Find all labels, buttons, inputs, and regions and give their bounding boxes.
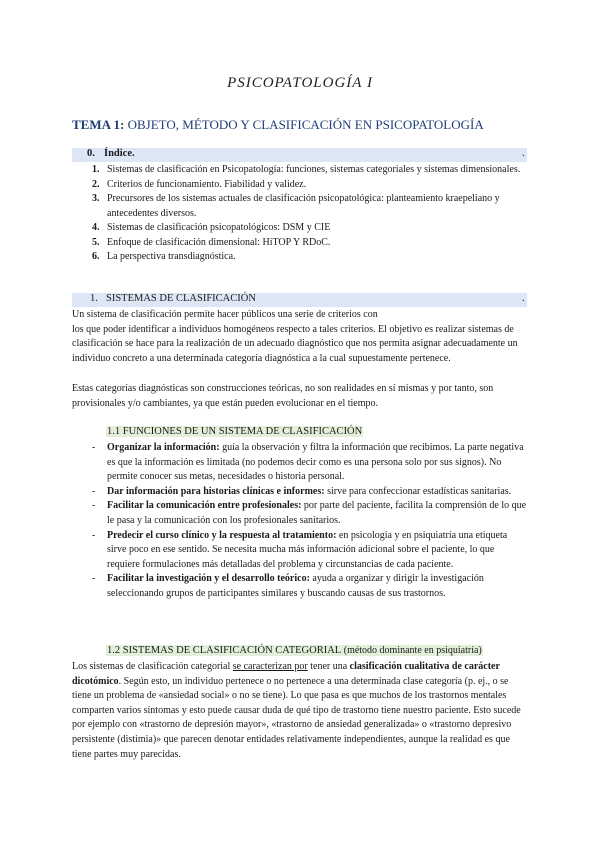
index-trailing-dot: . <box>522 148 525 159</box>
index-item-number: 2. <box>92 178 100 190</box>
section1-paragraph-2: Estas categorías diagnósticas son construcciones teóricas, no son realidades en sí mismas y por tanto, son provisionales y/o cambiantes, ya que están pueden evolucionar en el tiempo. <box>72 383 494 409</box>
list-item-text: guía la observación y filtra la información que recibimos. La parte negativa es que la información es limitada (no podemos decir como es una persona solo por sus signos). No permite conocer sus metas, necesidades o historia personal. <box>107 442 524 483</box>
tema-label: TEMA 1: <box>72 117 125 132</box>
index-item <box>92 192 532 221</box>
list-item-text: ayuda a organizar y dirigir la investigación seleccionando grupos de participantes similares y buscando causas de sus trastornos. <box>107 573 484 599</box>
index-item-text: Criterios de funcionamiento. Fiabilidad y validez. <box>107 178 307 190</box>
paragraph-line: Un sistema de clasificación permite hacer públicos una serie de criterios con <box>72 309 378 320</box>
index-list <box>92 163 532 265</box>
section1-heading: SISTEMAS DE CLASIFICACIÓN <box>106 293 256 304</box>
tema-heading <box>72 117 484 133</box>
subsection-1-1-heading: 1.1 FUNCIONES DE UN SISTEMA DE CLASIFICACIÓN <box>107 426 363 437</box>
index-number: 0. <box>87 148 95 159</box>
paragraph-text: los que poder identificar a individuos homogéneos respecto a tales criterios. El objetivo es realizar sistemas de clasificación se hace para la realización de un adecuado diagnóstico que nos permita asignar adecuadamente un individuo concreto a una determinada categoría diagnóstica a la cual supuestamente pertenece. <box>72 323 518 364</box>
subsection-1-2-note: (método dominante en psiquiatría) <box>341 645 482 656</box>
list-item-text: por parte del paciente, facilita la comprensión de lo que le pasa y la comunicación con los profesionales sanitarios. <box>107 500 527 526</box>
index-item-number: 5. <box>92 236 100 248</box>
list-item <box>92 499 528 528</box>
bullet-dash: - <box>92 529 96 541</box>
list-item <box>92 441 528 485</box>
index-item-number: 6. <box>92 251 100 262</box>
functions-list <box>92 441 528 602</box>
section1-trailing-dot: . <box>522 293 525 304</box>
section1-number: 1. <box>90 293 98 304</box>
index-item <box>92 250 532 265</box>
document-title: PSICOPATOLOGÍA I <box>227 75 373 91</box>
index-item-number: 1. <box>92 164 100 175</box>
index-item-number: 3. <box>92 193 100 204</box>
index-item <box>92 236 532 251</box>
index-item-text: Sistemas de clasificación psicopatológicos: DSM y CIE <box>107 222 331 233</box>
index-item <box>92 221 532 236</box>
list-item-term: Facilitar la investigación y el desarrollo teórico: <box>107 573 310 585</box>
paragraph-text: Los sistemas de clasificación categorial <box>72 661 233 672</box>
list-item-term: Organizar la información: <box>107 442 220 453</box>
list-item <box>92 572 528 601</box>
bold-term: clasificación cualitativa de carácter dicotómico <box>72 661 500 687</box>
index-heading-band <box>72 148 527 162</box>
index-heading: Índice. <box>104 148 135 159</box>
index-item <box>92 178 532 193</box>
index-item <box>92 163 532 178</box>
underlined-text: se caracterizan por <box>232 661 308 672</box>
index-item-number: 4. <box>92 222 100 233</box>
bullet-dash: - <box>92 442 96 453</box>
subsection-1-2-heading <box>106 645 483 656</box>
index-item-text: La perspectiva transdiagnóstica. <box>107 251 236 262</box>
list-item-text: sirve para confeccionar estadísticas sanitarias. <box>324 485 512 497</box>
list-item-term: Dar información para historias clínicas e informes: <box>107 485 325 497</box>
index-item-text: Sistemas de clasificación en Psicopatología: funciones, sistemas categoriales y sistemas dimensionales. <box>107 164 521 175</box>
bullet-dash: - <box>92 500 96 512</box>
paragraph-text: tener una <box>307 661 350 672</box>
index-item-text: Precursores de los sistemas actuales de clasificación psicopatológica: planteamiento kraepeliano y antecedentes diversos. <box>107 193 500 219</box>
bullet-dash: - <box>92 573 96 585</box>
index-item-text: Enfoque de clasificación dimensional: HiTOP Y RDoC. <box>107 236 331 248</box>
section1-paragraph-1 <box>72 308 527 366</box>
subsection-1-2-title: 1.2 SISTEMAS DE CLASIFICACIÓN CATEGORIAL <box>107 645 342 656</box>
list-item <box>92 529 528 573</box>
list-item-term: Facilitar la comunicación entre profesionales: <box>107 500 302 512</box>
list-item-text: en psicología y en psiquiatría una etiqueta sirve poco en ese sentido. Se necesita mucha más información adicional sobre el paciente, lo que requiere formulaciones más detalladas del problema y circunstancias de cada paciente. <box>107 529 508 570</box>
list-item <box>92 485 528 500</box>
tema-text: OBJETO, MÉTODO Y CLASIFICACIÓN EN PSICOPATOLOGÍA <box>124 117 484 132</box>
categorial-paragraph <box>72 660 527 762</box>
paragraph-text: . Según esto, un individuo pertenece o no pertenece a una determinada clase categoría (p. ej., o se tiene un problema de «ansiedad social» o no se tiene). Lo que pasa es que muchos de los trastornos mentales comparten varios síntomas y esto puede causar duda de qué tipo de trastorno tiene nuestro paciente. Esto sucede por ejemplo con «trastorno de depresión mayor», «trastorno de ansiedad generalizada» o «trastorno depresivo persistente (distimia)» que parecen denotar entidades relativamente independientes, aunque la realidad es que tiene partes muy parecidas. <box>72 675 521 760</box>
bullet-dash: - <box>92 485 96 497</box>
list-item-term: Predecir el curso clínico y la respuesta al tratamiento: <box>107 529 337 541</box>
